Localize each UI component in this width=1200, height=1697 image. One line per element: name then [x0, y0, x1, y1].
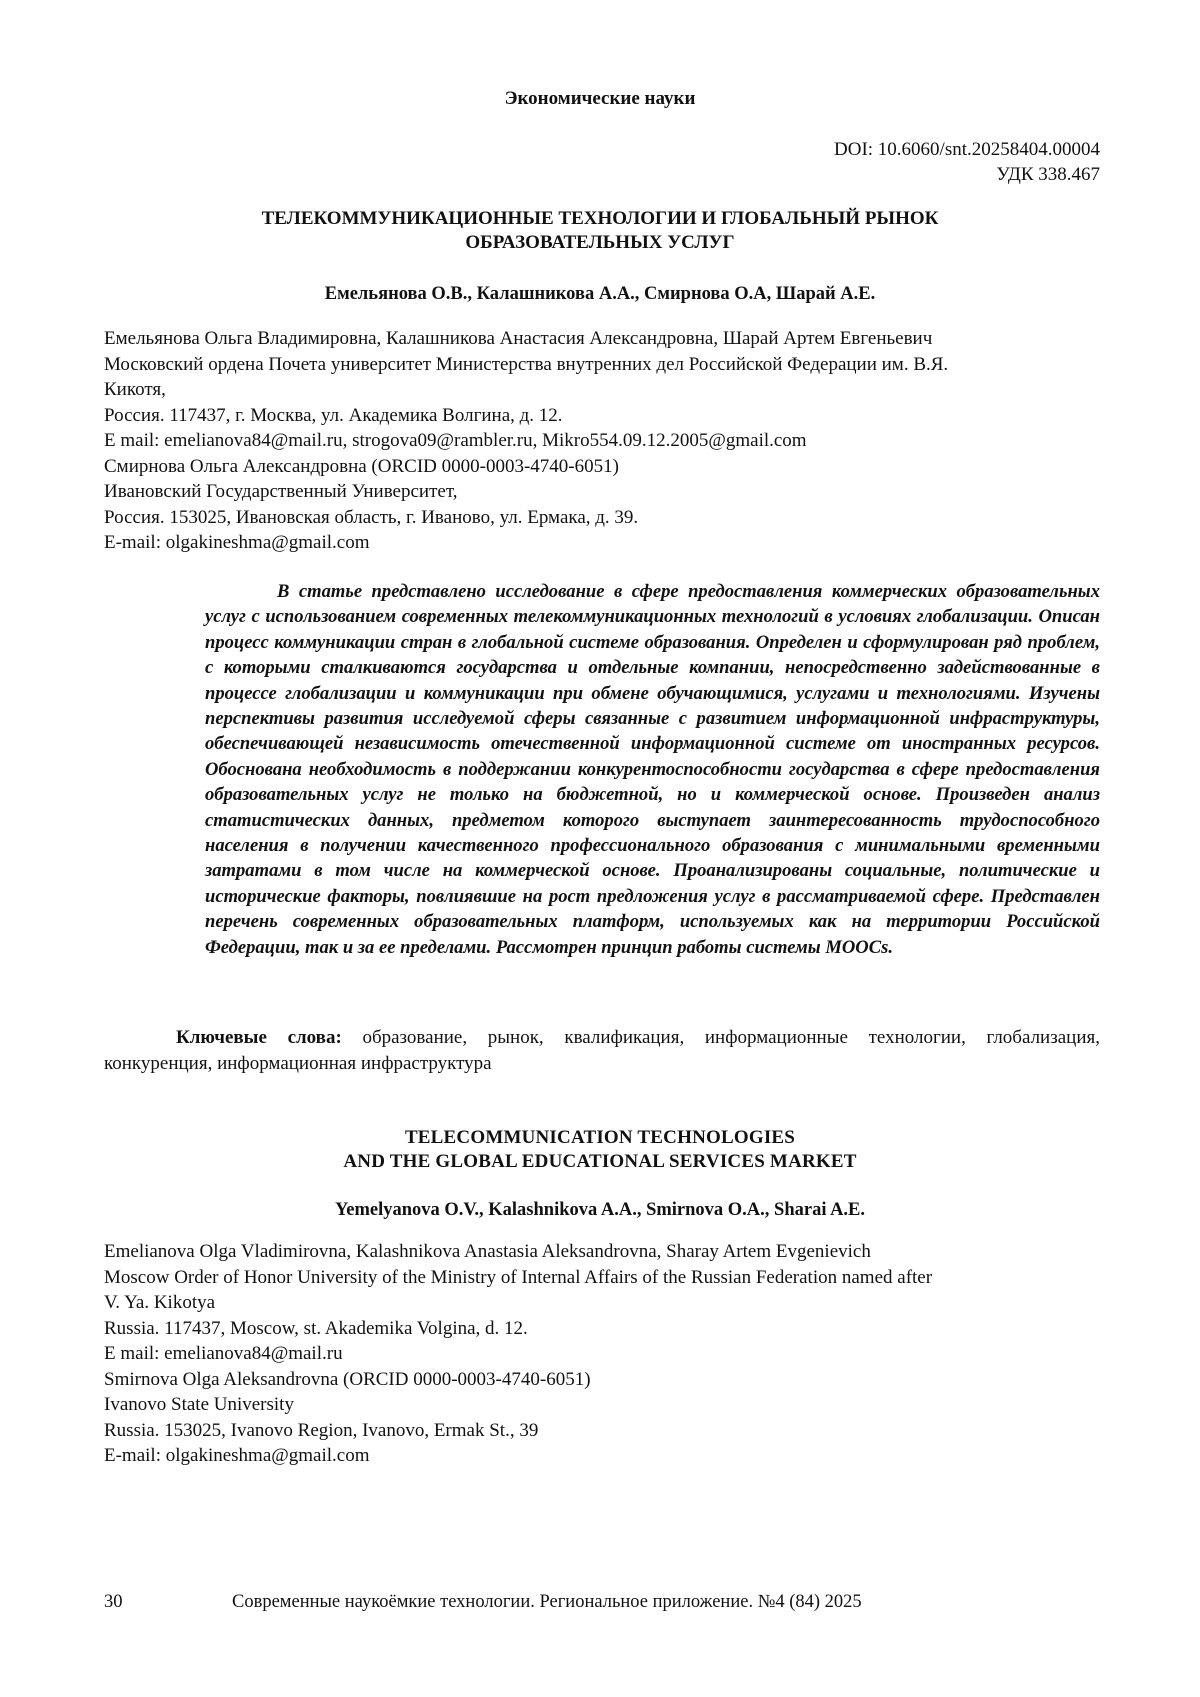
affiliation-ru-line: Кикотя, [104, 379, 166, 400]
keywords-ru [104, 1025, 1100, 1076]
affiliation-en-line: V. Ya. Kikotya [104, 1292, 216, 1313]
authors-en: Yemelyanova O.V., Kalashnikova A.A., Smirnova O.A., Sharai A.E. [334, 1200, 866, 1220]
doi-label: DOI: 10.6060/snt.20258404.00004 [834, 139, 1100, 160]
affiliation-en-line: Smirnova Olga Aleksandrovna (ORCID 0000-0003-4740-6051) [104, 1368, 591, 1390]
keywords-list: образование, рынок, квалификация, информационные технологии, глобализация, конкуренция, информационная инфраструктура [104, 1027, 1100, 1074]
page-number: 30 [104, 1592, 123, 1612]
affiliation-en-line: E-mail: olgakineshma@gmail.com [104, 1445, 370, 1466]
title-en-line-1: TELECOMMUNICATION TECHNOLOGIES [404, 1127, 796, 1148]
title-ru-line-1: ТЕЛЕКОММУНИКАЦИОННЫЕ ТЕХНОЛОГИИ И ГЛОБАЛЬНЫЙ РЫНОК [261, 208, 939, 229]
affiliation-ru-line: Россия. 117437, г. Москва, ул. Академика Волгина, д. 12. [104, 404, 563, 426]
article-title-ru [100, 207, 1100, 255]
affiliation-ru-line: Емельянова Ольга Владимировна, Калашникова Анастасия Александровна, Шарай Артем Евгеньевич [104, 328, 933, 349]
affiliation-en-line: Ivanovo State University [104, 1394, 294, 1415]
affiliation-en-line: Moscow Order of Honor University of the Ministry of Internal Affairs of the Russian Federation named after [104, 1266, 933, 1288]
abstract-ru: В статье представлено исследование в сфере предоставления коммерческих образовательных услуг с использованием современных телекоммуникационных технологий в условиях глобализации. Описан процесс коммуникации стран в глобальной системе образования. Определен и сформулирован ряд проблем, с которыми сталкиваются государства и отдельные компании, непосредственно задействованные в процессе глобализации и коммуникации при обмене обучающимися, услугами и технологиями. Изучены перспективы развития исследуемой сферы связанные с развитием информационной инфраструктуры, обеспечивающей независимость отечественной информационной системе от иностранных ресурсов. Обоснована необходимость в поддержании конкурентоспособности государства в сфере предоставления образовательных услуг не только на бюджетной, но и коммерческой основе. Произведен анализ статистических данных, предметом которого выступает заинтересованность трудоспособного населения в получении качественного профессионального образования с минимальными временными затратами в том числе на коммерческой основе. Проанализированы социальные, политические и исторические факторы, повлиявшие на рост предложения услуг в рассматриваемой сфере. Представлен перечень современных образовательных платформ, используемых как на территории Российской Федерации, так и за ее пределами. Рассмотрен принцип работы системы MOOCs. [205, 581, 1100, 958]
affiliation-en [104, 1239, 1104, 1469]
affiliation-ru-line: Россия. 153025, Ивановская область, г. Иваново, ул. Ермака, д. 39. [104, 506, 639, 528]
affiliation-ru-line: Ивановский Государственный Университет, [104, 481, 458, 502]
title-ru-line-2: ОБРАЗОВАТЕЛЬНЫХ УСЛУГ [465, 232, 735, 253]
authors-ru: Емельянова О.В., Калашникова А.А., Смирнова О.А, Шарай А.Е. [324, 284, 876, 304]
section-heading: Экономические науки [504, 88, 696, 109]
title-en-line-2: AND THE GLOBAL EDUCATIONAL SERVICES MARKET [343, 1151, 857, 1172]
article-title-en [100, 1126, 1100, 1174]
journal-name: Современные наукоёмкие технологии. Региональное приложение. №4 (84) 2025 [232, 1592, 862, 1612]
affiliation-ru-line: E mail: emelianova84@mail.ru, strogova09@rambler.ru, Mikro554.09.12.2005@gmail.com [104, 430, 807, 451]
udc-label: УДК 338.467 [996, 164, 1100, 185]
affiliation-ru [104, 326, 1104, 556]
identifier-block [834, 137, 1100, 187]
affiliation-ru-line: E-mail: olgakineshma@gmail.com [104, 532, 370, 553]
keywords-label: Ключевые слова: [176, 1027, 342, 1048]
affiliation-en-line: Russia. 153025, Ivanovo Region, Ivanovo, Ermak St., 39 [104, 1419, 539, 1441]
affiliation-en-line: Emelianova Olga Vladimirovna, Kalashnikova Anastasia Aleksandrovna, Sharay Artem Evgenievich [104, 1241, 871, 1262]
affiliation-ru-line: Смирнова Ольга Александровна (ORCID 0000-0003-4740-6051) [104, 455, 619, 477]
affiliation-en-line: E mail: emelianova84@mail.ru [104, 1343, 343, 1364]
affiliation-ru-line: Московский ордена Почета университет Министерства внутренних дел Российской Федерации им. В.Я. [104, 353, 949, 375]
affiliation-en-line: Russia. 117437, Moscow, st. Akademika Volgina, d. 12. [104, 1317, 528, 1339]
